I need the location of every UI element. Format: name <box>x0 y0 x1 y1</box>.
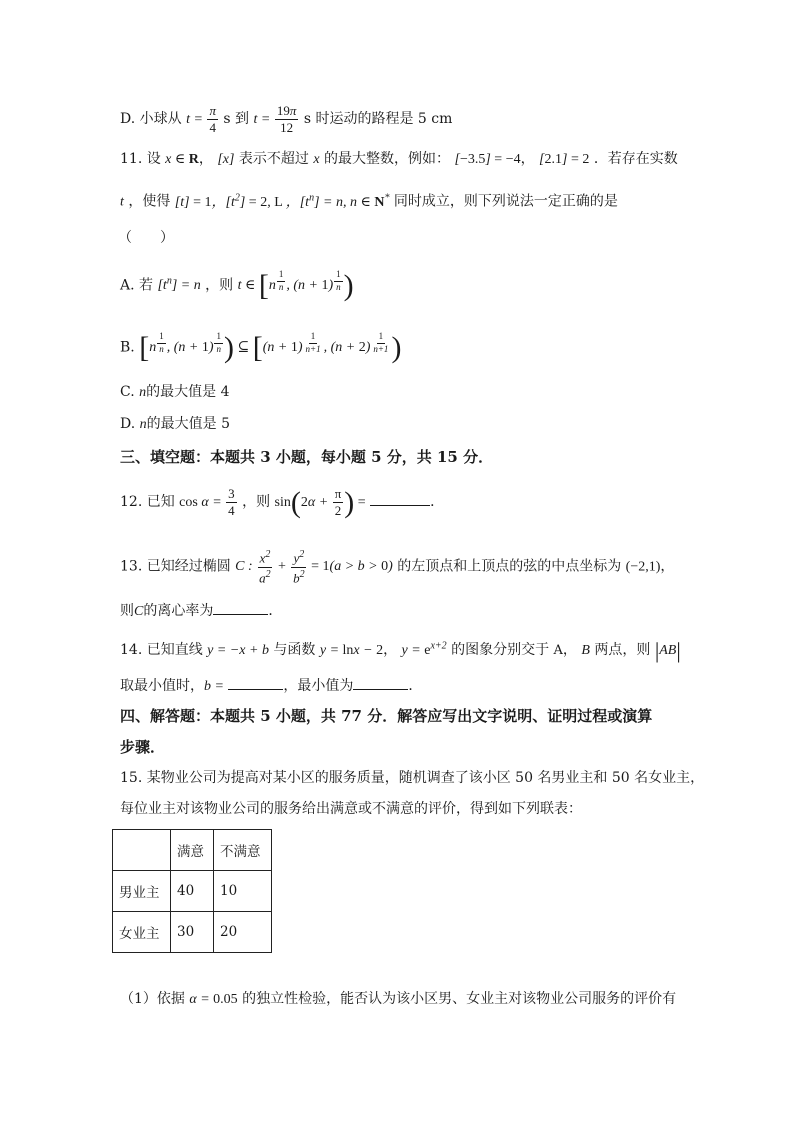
table-cell: 10 <box>214 871 272 912</box>
q11-text-c: 的最大整数，例如： <box>324 151 451 167</box>
math-x: x <box>313 152 320 167</box>
q13-line2-prefix: 则 <box>120 603 134 619</box>
q15-part1-a: （1）依据 <box>120 991 185 1007</box>
q10-option-d <box>120 104 452 136</box>
q11-text-b: 表示不超过 <box>238 151 309 167</box>
q12 <box>120 487 444 519</box>
q11-line2-b: 同时成立，则下列说法一定正确的是 <box>393 193 618 210</box>
q14-line1: 14. 已知直线 y = −x + b 与函数 y = lnx − 2， $y = e^{x+2}$ 的图象分别交于 A， B 两点，则 |AB| <box>120 638 681 663</box>
math-floor-x: [x] <box>217 152 235 167</box>
math-cos-alpha: cos α = $\frac{3}{4}$ <box>179 486 235 519</box>
q14-answer-blank-1[interactable] <box>228 689 283 690</box>
q13-line2 <box>120 604 282 619</box>
math-floor-tn: $[t^n] = n$ <box>157 275 201 294</box>
q15-line1: 15. 某物业公司为提高对某小区的服务质量，随机调查了该小区 50 名男业主和 50 名女业主， <box>120 770 705 786</box>
table-cell: 20 <box>214 912 272 953</box>
q14-line2-a: 取最小值时， <box>120 678 204 694</box>
table-header-cell: 满意 <box>171 830 214 871</box>
table-row <box>113 871 272 912</box>
q10d-suffix: s 时运动的路程是 5 cm <box>303 111 453 128</box>
math-ln: y = lnx − 2 <box>319 643 384 659</box>
math-subset: [n $^{\frac{1}{n}}$ , (n + 1) $^{\frac{1}{n}}$ ) ⊆ [(n + 1) $^{\frac{1}{n+1}}$ , (n + 2) $^{\frac{1}{n+1}}$ ) <box>139 331 402 365</box>
option-c-text: 的最大值是 4 <box>146 384 230 400</box>
q14-line2 <box>120 679 422 694</box>
q11-line2 <box>120 193 618 210</box>
q14-prefix: 14. 已知直线 <box>120 642 203 659</box>
q11-option-c <box>120 385 229 400</box>
math-t: t <box>120 194 124 210</box>
q14-mid1: 与函数 <box>273 642 316 659</box>
table-header-cell: 不满意 <box>214 830 272 871</box>
q11-answer-paren: （ ） <box>118 230 174 246</box>
table-header-row <box>113 830 272 871</box>
option-d-text: 的最大值是 5 <box>146 416 230 432</box>
option-d-prefix: D. <box>120 416 136 432</box>
point-A: A <box>553 643 563 659</box>
q14-end: ． <box>408 678 423 694</box>
q14-mid2: 的图象分别交于 <box>451 642 550 659</box>
table-row <box>113 912 272 953</box>
q12-prefix: 12. 已知 <box>120 494 175 511</box>
fraction: $\frac{\pi}{2}$ <box>334 486 342 519</box>
q12-answer-blank[interactable] <box>370 505 430 506</box>
q15-part1 <box>120 992 676 1007</box>
q13-end: ． <box>268 603 283 619</box>
q11-line2-a: ，使得 <box>128 193 171 210</box>
option-b-prefix: B. <box>120 339 135 356</box>
q13-mid: 的左顶点和上顶点的弦的中点坐标为 <box>397 558 622 575</box>
math-interval-a: t ∈ [n $^{\frac{1}{n}}$ , (n + 1) $^{\frac{1}{n}}$ ) <box>237 269 354 303</box>
math-example2: [2.1] = 2 <box>539 152 590 167</box>
q13-answer-blank[interactable] <box>213 614 268 615</box>
q11-line1: 11. 设 x ∈ R， [x] 表示不超过 x 的最大整数，例如： [−3.5] = −4， [2.1] = 2 ．若存在实数 <box>120 151 678 167</box>
math-C: C <box>134 604 144 619</box>
q11-text-d: ．若存在实数 <box>593 151 678 167</box>
math-example1: [−3.5] = −4 <box>454 152 521 167</box>
q13-prefix: 13. 已知经过椭圆 <box>120 558 231 575</box>
option-a-mid: ，则 <box>205 277 234 294</box>
q10d-mid: s 到 <box>223 111 250 128</box>
math-exp: $y = e^{x+2}$ <box>401 640 447 659</box>
table-header-cell <box>113 830 171 871</box>
math-conditions: [t] = 1，$[t^2] = 2$, L ，$[t^n] = n$, n ∈ N* <box>174 192 390 210</box>
math-sin-expr: sin(2α + $\frac{\pi}{2}$ ) = <box>274 485 366 519</box>
q12-mid: ，则 <box>242 494 271 511</box>
fraction: $\frac{19\pi}{12}$ <box>276 103 297 136</box>
q12-end: ． <box>430 494 445 511</box>
math-t-pi4: t = $\frac{\pi}{4}$ <box>186 103 216 136</box>
q15-part1-b: 的独立性检验，能否认为该小区男、女业主对该物业公司服务的评价有 <box>242 991 677 1007</box>
q14-line2-b: ，最小值为 <box>283 678 354 694</box>
q11-option-d <box>120 417 230 432</box>
q10d-prefix: D. 小球从 <box>120 111 182 128</box>
table-cell: 40 <box>171 871 214 912</box>
q14-mid3: 两点，则 <box>594 642 651 659</box>
option-c-prefix: C. <box>120 384 135 400</box>
contingency-table <box>112 829 272 953</box>
q13-line1: 13. 已知经过椭圆 C : $\frac{x^2}{a^2}$ + $\frac{y^2}{b^2}$ = 1(a > b > 0) 的左顶点和上顶点的弦的中点坐标为 (−2,1)， <box>120 549 675 585</box>
math-n: n <box>139 385 147 400</box>
fraction: $\frac{\pi}{4}$ <box>209 103 216 136</box>
section-4-heading-line2: 步骤． <box>120 738 166 756</box>
q11-option-b <box>120 332 401 363</box>
q15-line2: 每位业主对该物业公司的服务给出满意或不满意的评价，得到如下列联表： <box>120 801 582 817</box>
q13-line2-mid: 的离心率为 <box>143 603 214 619</box>
math-midpoint: (−2,1) <box>625 559 661 575</box>
q11-prefix: 11. 设 <box>120 151 161 167</box>
math-n: n <box>139 417 147 432</box>
point-B: B <box>581 643 590 659</box>
table-cell: 女业主 <box>113 912 171 953</box>
math-line: y = −x + b <box>207 643 269 659</box>
fraction: $\frac{3}{4}$ <box>228 486 235 519</box>
option-a-prefix: A. 若 <box>120 277 154 294</box>
math-abs-AB: |AB| <box>654 638 681 663</box>
q14-answer-blank-2[interactable] <box>353 689 408 690</box>
math-ellipse: C : $\frac{x^2}{a^2}$ + $\frac{y^2}{b^2}$ = 1(a > b > 0) <box>235 549 393 585</box>
q11-option-a <box>120 270 354 301</box>
table-cell: 男业主 <box>113 871 171 912</box>
fraction: $\frac{y^2}{b^2}$ <box>293 549 305 585</box>
math-t-19pi12: t = $\frac{19\pi}{12}$ <box>253 103 297 136</box>
math-alpha-005: α = 0.05 <box>189 992 238 1007</box>
section-4-heading-line1: 四、解答题：本题共 5 小题，共 77 分．解答应写出文字说明、证明过程或演算 <box>120 707 653 725</box>
math-b-eq: b = <box>204 679 224 694</box>
math-x-in-R: x ∈ R <box>165 152 199 167</box>
section-3-heading: 三、填空题：本题共 3 小题，每小题 5 分，共 15 分． <box>120 448 494 466</box>
fraction: $\frac{x^2}{a^2}$ <box>259 549 271 585</box>
table-cell: 30 <box>171 912 214 953</box>
